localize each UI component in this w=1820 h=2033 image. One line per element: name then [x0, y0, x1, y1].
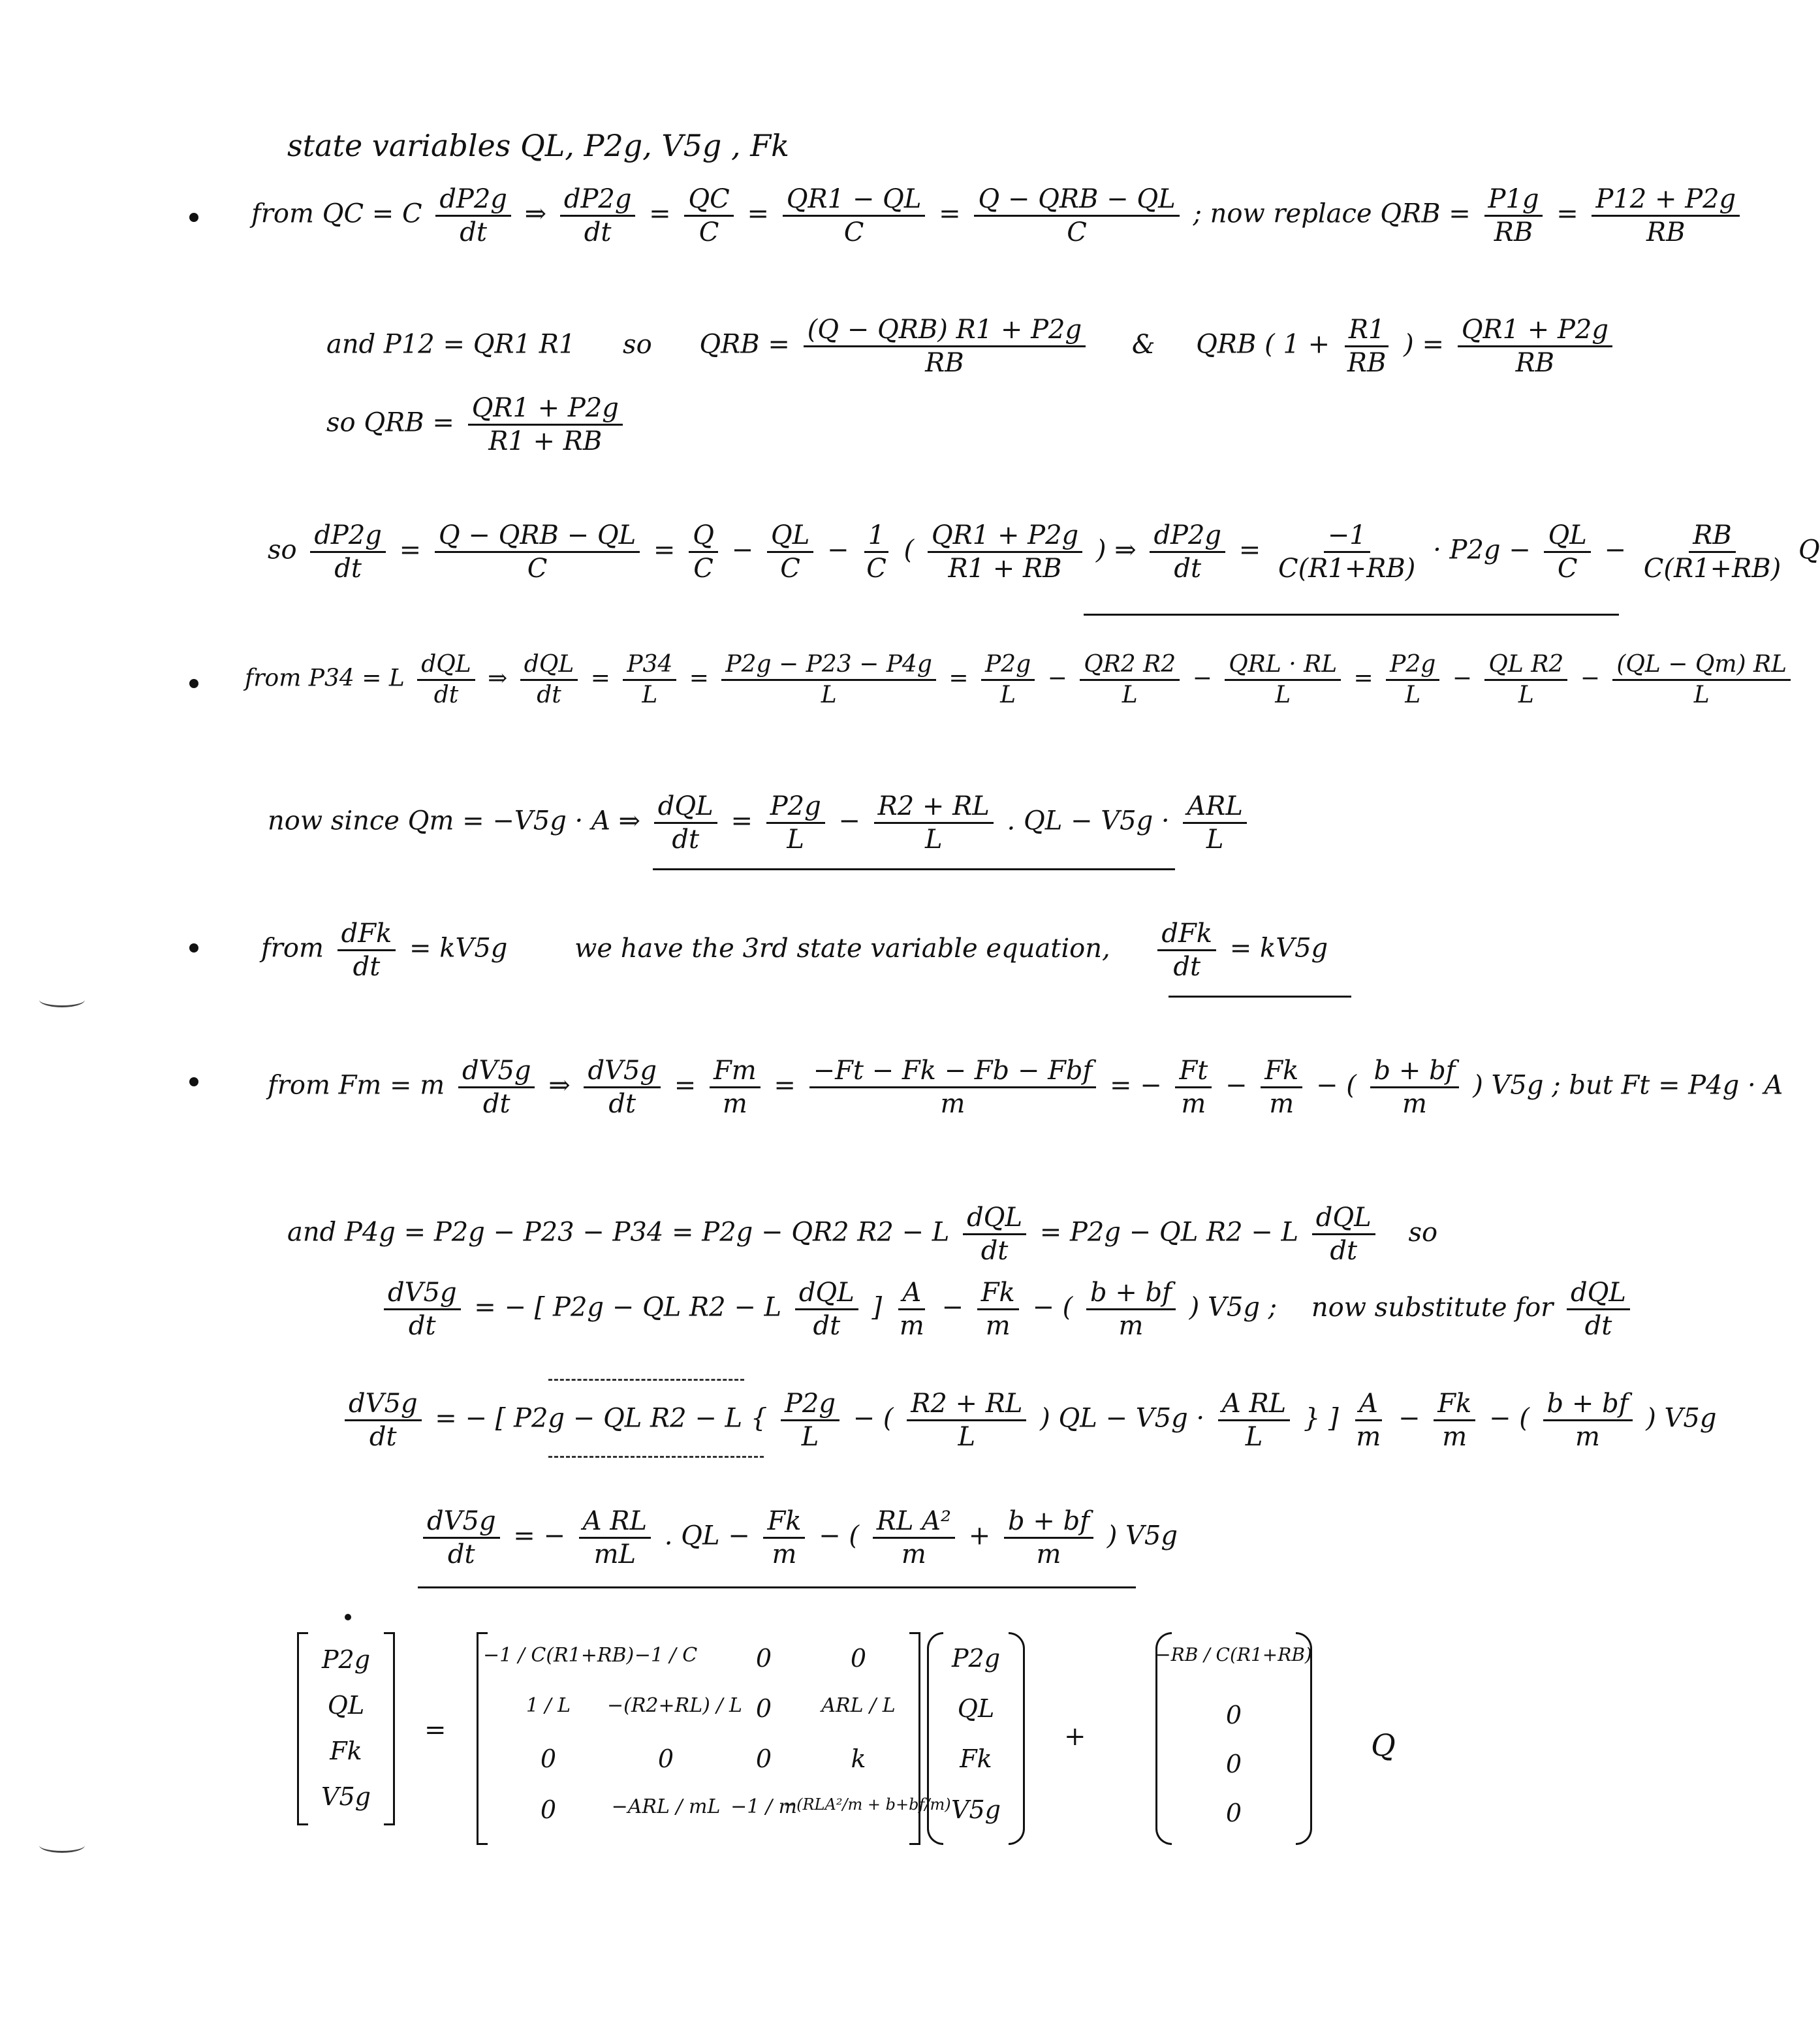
fraction: $\frac{Fk}{m}$ [1434, 1391, 1475, 1450]
minus: − [731, 535, 754, 565]
b-entry: 0 [1225, 1799, 1242, 1827]
fraction: $\frac{\text{Q − QRB − QL}}{C}$ [435, 522, 640, 582]
fraction: $\frac{QR1 + P2g}{R1 + RB}$ [468, 395, 623, 454]
text: so QRB = [326, 407, 454, 438]
text: · P2g − [1433, 535, 1531, 565]
text: we have the 3rd state variable equation, [574, 933, 1110, 964]
bullet [189, 679, 198, 688]
b-entry: 0 [1225, 1750, 1242, 1778]
eq-dv5g-final: $\frac{dV5g}{dt}$ = − $\frac{\text{A RL}}{mL}$ . QL − $\frac{Fk}{m}$ − ( $\frac{\text{RL A²}}{m}$ + $\frac{b + bf}{m}$ ) V5g [418, 1508, 1178, 1568]
scan-mark [39, 992, 85, 1007]
fraction: $\frac{Ft}{m}$ [1175, 1058, 1212, 1117]
bullet [189, 943, 198, 953]
equals: = [653, 535, 676, 565]
bullet [189, 213, 198, 222]
fraction: $\frac{dV5g}{dt}$ [384, 1280, 461, 1339]
input-q: Q [1371, 1727, 1396, 1763]
fraction: $\frac{b + bf}{m}$ [1543, 1391, 1633, 1450]
matrix-cell: 0 [755, 1744, 772, 1773]
fraction: $\frac{dV5g}{dt}$ [423, 1508, 500, 1568]
fraction: $\frac{QC}{C}$ [684, 186, 733, 245]
arrow: ⇒ [548, 1070, 571, 1101]
fraction: $\frac{\text{dQL}}{dt}$ [520, 653, 578, 707]
text: so [623, 329, 652, 360]
fraction: $\frac{QR1 - QL}{C}$ [783, 186, 926, 245]
state-variables-header: state variables QL, P2g, V5g , Fk [287, 128, 789, 163]
fraction: $\frac{dP2g}{dt}$ [435, 186, 511, 245]
text: and P4g = P2g − P23 − P34 = P2g − QR2 R2 − L [287, 1217, 950, 1248]
lhs-entry: P2g [321, 1645, 371, 1674]
fraction: $\frac{A}{m}$ [899, 1278, 924, 1341]
text: . QL − [664, 1521, 750, 1551]
fraction: $\frac{Q}{C}$ [689, 522, 718, 582]
fraction: $\frac{\text{ARL}}{L}$ [1183, 793, 1247, 853]
fraction: $\frac{Fk}{m}$ [977, 1280, 1019, 1339]
eq-dv5g-line-1: $\frac{dV5g}{dt}$ = − [ P2g − QL R2 − L $\frac{\text{dQL}}{dt}$ ] $\frac{A}{m}$ − $\frac{Fk}{m}$ − ( $\frac{b + bf}{m}$ ) V5g ; now substitute for $\frac{\text{dQL}}{dt}$ [379, 1280, 1635, 1339]
matrix-cell: −1 / m [730, 1795, 797, 1818]
matrix-cell: −(R2+RL) / L [607, 1694, 742, 1717]
equals: = [424, 1715, 447, 1745]
scan-mark [39, 1838, 85, 1853]
fraction: $\frac{QL}{C}$ [767, 522, 813, 582]
fraction: $\frac{dV5g}{dt}$ [584, 1058, 661, 1117]
fraction: $\frac{R1}{RB}$ [1343, 317, 1390, 376]
eq-dql-line: now since Qm = −V5g · A ⇒ $\frac{\text{dQL}}{dt}$ = $\frac{P2g}{L}$ − $\frac{R2 + RL}{L}$ . QL − V5g · $\frac{\text{ARL}}{L}$ [268, 793, 1252, 853]
fraction: $\frac{(QL - Qm) RL}{L}$ [1612, 653, 1791, 707]
bracket: ] [871, 1292, 883, 1323]
fraction: $\frac{\text{dFk}}{dt}$ [1157, 921, 1216, 980]
fraction: $\frac{Fk}{m}$ [763, 1508, 805, 1568]
text: ) = [1404, 329, 1444, 360]
eq-inductor-line: from P34 = L $\frac{\text{dQL}}{dt}$ ⇒ $\frac{\text{dQL}}{dt}$ = $\frac{P34}{L}$ = $\frac{P2g - P23 - P4g}{L}$ = $\frac{P2g}{L}$ − $\frac{QR2 R2}{L}$ − $\frac{\text{QRL · RL}}{L}$ = $\frac{P2g}{L}$ − $\frac{\text{QL R2}}{L}$ − $\frac{(QL - Qm) RL}{L}$ [245, 653, 1796, 707]
text: = − [513, 1521, 566, 1551]
result-underline [1169, 996, 1351, 998]
equals: = [1238, 535, 1261, 565]
text: so [268, 535, 297, 565]
fraction: $\frac{\text{dQL}}{dt}$ [963, 1205, 1026, 1264]
fraction: $\frac{P2g - P23 - P4g}{L}$ [721, 653, 935, 707]
text: = − [ P2g − QL R2 − L [474, 1292, 782, 1323]
text: and P12 = QR1 R1 [326, 329, 576, 360]
matrix-cell: 0 [540, 1795, 557, 1824]
fraction: $\frac{\text{A RL}}{mL}$ [579, 1508, 651, 1568]
fraction: $\frac{dV5g}{dt}$ [345, 1391, 422, 1450]
fraction: $\frac{dP2g}{dt}$ [560, 186, 636, 245]
result-underline [1084, 614, 1619, 616]
eq-spring-line [261, 921, 1328, 980]
fraction: $\frac{\text{dQL}}{dt}$ [654, 793, 717, 853]
eq-p4g-line [287, 1205, 1437, 1264]
matrix-cell: 0 [540, 1744, 557, 1773]
eq-capacitor-line [251, 186, 1745, 245]
fraction: $\frac{\text{RL A²}}{m}$ [873, 1508, 955, 1568]
fraction: $\frac{QL}{C}$ [1544, 522, 1590, 582]
eq-dp2g-line [268, 522, 1820, 582]
fraction: $\frac{P2g}{L}$ [1386, 653, 1439, 707]
matrix-cell: −1 / C [634, 1644, 698, 1667]
matrix-cell: k [851, 1744, 866, 1773]
fraction: $\frac{QR1 + P2g}{R1 + RB}$ [928, 522, 1082, 582]
matrix-cell: 1 / L [526, 1694, 571, 1717]
fraction: $\frac{b + bf}{m}$ [1086, 1280, 1176, 1339]
fraction: $\frac{\text{Q − QRB − QL}}{C}$ [974, 186, 1179, 245]
cancel-dash-top [548, 1379, 744, 1381]
fraction: $\frac{\text{(Q − QRB) R1 + P2g}}{RB}$ [804, 317, 1086, 376]
dot-derivative [345, 1614, 351, 1620]
text: now substitute for [1311, 1292, 1554, 1323]
ampersand: & [1131, 329, 1155, 360]
text: QRB = [699, 329, 790, 360]
fraction: $\frac{1}{C}$ [862, 522, 890, 582]
text: = − [ P2g − QL R2 − L { [435, 1403, 768, 1434]
equals: = [939, 198, 961, 229]
input-vector-b [1155, 1632, 1312, 1841]
lhs-entry: V5g [321, 1782, 371, 1811]
bracket: } ] [1303, 1403, 1339, 1434]
state-vector-x [927, 1632, 1025, 1841]
text: = P2g − QL R2 − L [1039, 1217, 1299, 1248]
x-entry: P2g [951, 1644, 1001, 1673]
fraction: $\frac{P2g}{L}$ [766, 793, 825, 853]
text: ) V5g [1646, 1403, 1717, 1434]
fraction: $\frac{\text{dQL}}{dt}$ [417, 653, 475, 707]
fraction: $\frac{-1}{C(R1+RB)}$ [1278, 520, 1416, 584]
result-underline [653, 868, 1175, 870]
text: so [1408, 1217, 1438, 1248]
matrix-cell: 0 [657, 1744, 674, 1773]
fraction: $\frac{R2 + RL}{L}$ [907, 1391, 1026, 1450]
fraction: $\frac{\text{dQL}}{dt}$ [1312, 1205, 1375, 1264]
fraction: $\frac{A}{m}$ [1356, 1389, 1381, 1452]
matrix-cell: −(RLA²/m + b+bf/m) [783, 1795, 951, 1814]
arrow: ) ⇒ [1095, 535, 1137, 565]
minus: − [826, 535, 849, 565]
b-entry: −RB / C(R1+RB) [1155, 1644, 1312, 1665]
fraction: $\frac{b + bf}{m}$ [1004, 1508, 1093, 1568]
plus: + [968, 1521, 991, 1551]
eq-qrb-line [326, 317, 1618, 376]
text: from P34 = L [245, 665, 405, 692]
x-entry: V5g [951, 1795, 1001, 1824]
matrix-cell: 0 [850, 1644, 867, 1673]
text: ) QL − V5g · [1040, 1403, 1205, 1434]
fraction: $\frac{dP2g}{dt}$ [1150, 522, 1225, 582]
equals: = [1556, 198, 1578, 229]
fraction: $\frac{RB}{C(R1+RB)}$ [1643, 520, 1781, 584]
fraction: $\frac{QR2 R2}{L}$ [1080, 653, 1180, 707]
text: Q [1798, 535, 1820, 565]
result-underline [418, 1586, 1136, 1588]
fraction: $\frac{P2g}{L}$ [981, 653, 1035, 707]
equals: = [649, 198, 671, 229]
text: = kV5g [1229, 933, 1328, 964]
matrix-cell: −ARL / mL [611, 1795, 721, 1818]
matrix-cell: ARL / L [821, 1694, 896, 1717]
system-matrix-a [477, 1632, 951, 1841]
text: from [261, 933, 324, 964]
fraction: $\frac{\text{QRL · RL}}{L}$ [1225, 653, 1341, 707]
arrow: ⇒ [488, 665, 508, 692]
text: = kV5g [409, 933, 508, 964]
text: ; now replace QRB = [1193, 198, 1471, 229]
plus: + [1064, 1722, 1086, 1752]
fraction: $\frac{\text{−Ft − Fk − Fb − Fbf}}{m}$ [809, 1058, 1097, 1117]
equals: = [747, 198, 770, 229]
fraction: $\frac{\text{dFk}}{dt}$ [337, 921, 396, 980]
x-entry: Fk [960, 1744, 992, 1773]
eq-qrb-solved [326, 395, 628, 454]
fraction: $\frac{dV5g}{dt}$ [458, 1058, 535, 1117]
minus: − [1604, 535, 1627, 565]
matrix-cell: 0 [755, 1644, 772, 1673]
lhs-entry: Fk [330, 1737, 362, 1765]
fraction: $\frac{\text{dQL}}{dt}$ [1567, 1280, 1630, 1339]
text: V5g ; but Ft = P4g · A [1491, 1070, 1783, 1101]
fraction: $\frac{\text{dQL}}{dt}$ [795, 1280, 858, 1339]
cancel-dash-bottom [548, 1456, 764, 1458]
text: now since Qm = −V5g · A ⇒ [268, 806, 641, 836]
fraction: $\frac{R2 + RL}{L}$ [874, 793, 994, 853]
fraction: $\frac{Fk}{m}$ [1261, 1058, 1302, 1117]
fraction: $\frac{dP2g}{dt}$ [310, 522, 386, 582]
text: QRB ( 1 + [1196, 329, 1330, 360]
lhs-entry: QL [327, 1691, 365, 1720]
fraction: $\frac{P34}{L}$ [623, 653, 676, 707]
fraction: $\frac{\text{QL R2}}{L}$ [1484, 653, 1567, 707]
bullet [189, 1077, 198, 1086]
text: from QC = C [251, 198, 422, 229]
fraction: $\frac{P2g}{L}$ [781, 1391, 839, 1450]
text: V5g ; [1208, 1292, 1278, 1323]
fraction: $\frac{Fm}{m}$ [710, 1058, 761, 1117]
text: from Fm = m [268, 1070, 445, 1101]
fraction: $\frac{P12 + P2g}{RB}$ [1592, 186, 1740, 245]
fraction: $\frac{QR1 + P2g}{RB}$ [1458, 317, 1612, 376]
eq-dv5g-line-2: $\frac{dV5g}{dt}$ = − [ P2g − QL R2 − L { $\frac{P2g}{L}$ − ( $\frac{R2 + RL}{L}$ ) QL − V5g · $\frac{\text{A RL}}{L}$ } ] $\frac{A}{m}$ − $\frac{Fk}{m}$ − ( $\frac{b + bf}{m}$ ) V5g [339, 1391, 1716, 1450]
fraction: $\frac{\text{A RL}}{L}$ [1218, 1391, 1290, 1450]
matrix-cell: 0 [755, 1694, 772, 1723]
equals: = [399, 535, 422, 565]
fraction: $\frac{b + bf}{m}$ [1370, 1058, 1460, 1117]
text: . QL − V5g · [1007, 806, 1170, 836]
b-entry: 0 [1225, 1701, 1242, 1729]
eq-mass-line: from Fm = m $\frac{dV5g}{dt}$ ⇒ $\frac{dV5g}{dt}$ = $\frac{Fm}{m}$ = $\frac{\text{−Ft − Fk − Fb − Fbf}}{m}$ = − $\frac{Ft}{m}$ − $\frac{Fk}{m}$ − ( $\frac{b + bf}{m}$ ) V5g ; but Ft = P4g · A [268, 1056, 1783, 1119]
text: ) V5g [1106, 1521, 1178, 1551]
state-vector-lhs [297, 1632, 395, 1821]
fraction: $\frac{P1g}{RB}$ [1484, 186, 1543, 245]
x-entry: QL [957, 1694, 995, 1723]
arrow: ⇒ [524, 198, 547, 229]
matrix-cell: −1 / C(R1+RB) [483, 1644, 635, 1667]
paren: ( [903, 535, 915, 565]
